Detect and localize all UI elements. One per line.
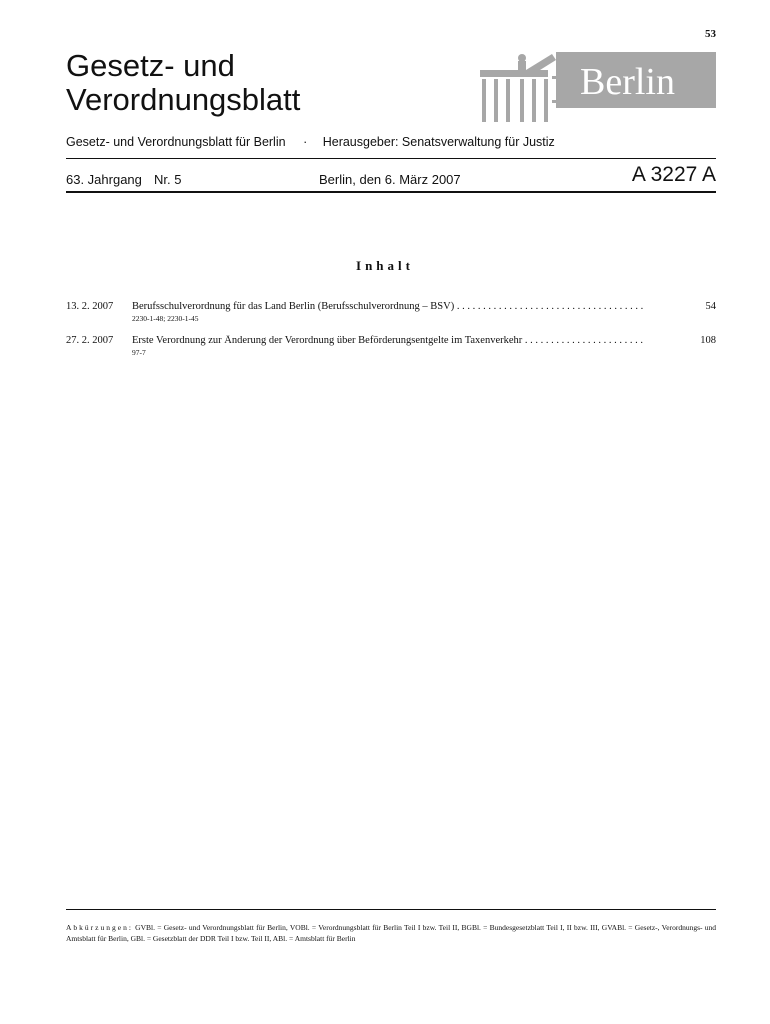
toc-entry-page: 54 bbox=[705, 301, 716, 312]
footnote-label: Abkürzungen: bbox=[66, 923, 133, 932]
subtitle-publication: Gesetz- und Verordnungsblatt für Berlin bbox=[66, 135, 286, 149]
postal-code: A 3227 A bbox=[631, 163, 716, 186]
toc-entry-date: 27. 2. 2007 bbox=[66, 335, 114, 346]
toc-heading: Inhalt bbox=[356, 258, 414, 273]
toc-entry-page: 108 bbox=[700, 335, 716, 346]
footnote-rule bbox=[66, 909, 716, 910]
title-line-1: Gesetz- und bbox=[66, 48, 235, 83]
berlin-logo bbox=[480, 52, 716, 122]
issue-date: Berlin, den 6. März 2007 bbox=[319, 172, 461, 187]
toc-entry-code: 97-7 bbox=[132, 348, 146, 357]
volume-year: 63. Jahrgang bbox=[66, 172, 142, 187]
toc-entry-date: 13. 2. 2007 bbox=[66, 301, 114, 312]
subtitle-separator: · bbox=[303, 135, 308, 149]
issue-number: Nr. 5 bbox=[154, 172, 182, 187]
logo-text: Berlin bbox=[580, 61, 675, 103]
footnote-text: GVBl. = Gesetz- und Verordnungsblatt für Berlin, VOBl. = Verordnungsblatt für Berlin Teil I bzw. Teil II, BGBl. = Bundesgesetzblatt Teil I, II bzw. III, GVABl. = Gesetz-, Verordnungs- und Amtsblatt für Berlin, GBl. = Gesetzblatt der DDR Teil I bzw. Teil II, ABl. = Amtsblatt für Berlin bbox=[66, 923, 717, 943]
title-line-2: Verordnungsblatt bbox=[66, 82, 301, 117]
issue-meta bbox=[66, 163, 716, 189]
header-rule-top bbox=[66, 158, 716, 159]
toc-entry-title[interactable]: Berufsschulverordnung für das Land Berlin (Berufsschulverordnung – BSV) . . . bbox=[132, 301, 644, 312]
abbreviations-footnote bbox=[66, 922, 716, 944]
page-number: 53 bbox=[705, 28, 716, 40]
toc-entry-title[interactable]: Erste Verordnung zur Änderung der Verordnung über Beförderungsentgelte im Taxenverkehr . . . bbox=[132, 335, 644, 346]
toc-entry-code: 2230-1-48; 2230-1-45 bbox=[132, 314, 199, 323]
header-rule-bottom bbox=[66, 191, 716, 193]
subtitle-publisher: Herausgeber: Senatsverwaltung für Justiz bbox=[322, 135, 555, 149]
publication-title bbox=[66, 49, 300, 117]
subtitle bbox=[66, 135, 555, 149]
